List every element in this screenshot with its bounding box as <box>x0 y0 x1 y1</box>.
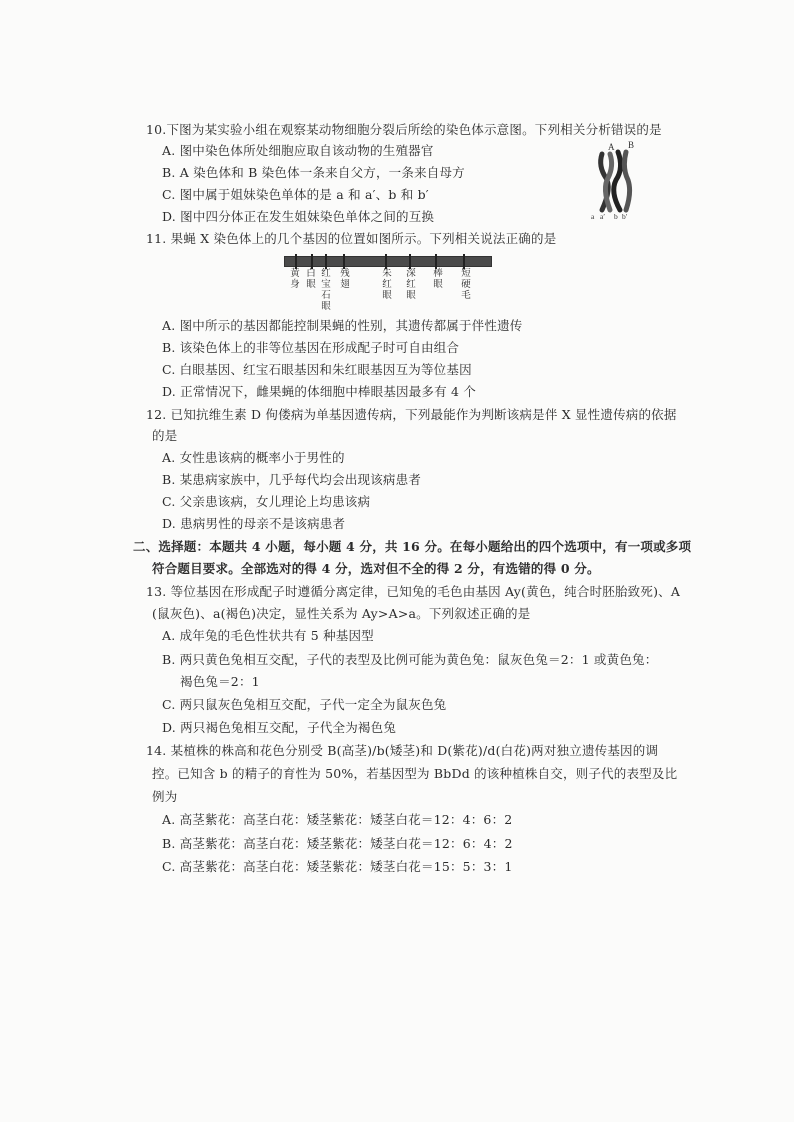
q10-option-b: B. A 染色体和 B 染色体一条来自父方，一条来自母方 <box>162 165 465 180</box>
q13-option-b-line2: 褐色兔＝2：1 <box>180 674 260 689</box>
gene-label-bar-eye: 棒眼 <box>433 268 443 290</box>
q11-option-a: A. 图中所示的基因都能控制果蝇的性别，其遗传都属于伴性遗传 <box>162 318 523 333</box>
q11-option-b: B. 该染色体上的非等位基因在形成配子时可自由组合 <box>162 340 460 355</box>
fig-label-b: b <box>614 212 618 220</box>
q13-option-c: C. 两只鼠灰色兔相互交配，子代一定全为鼠灰色兔 <box>162 697 447 712</box>
q12-stem-line1: 12. 已知抗维生素 D 佝偻病为单基因遗传病，下列最能作为判断该病是伴 X 显性遗传病的依据 <box>146 407 677 422</box>
q14-option-a: A. 高茎紫花：高茎白花：矮茎紫花：矮茎白花＝12：4：6：2 <box>162 812 513 827</box>
gene-label-short-bristle: 短硬毛 <box>461 268 471 301</box>
q13-option-a: A. 成年兔的毛色性状共有 5 种基因型 <box>162 628 374 643</box>
fig-label-b-prime: b′ <box>622 212 628 220</box>
q11-option-c: C. 白眼基因、红宝石眼基因和朱红眼基因互为等位基因 <box>162 362 472 377</box>
gene-label-ruby-eye: 红宝石眼 <box>321 268 331 312</box>
q11-stem: 11. 果蝇 X 染色体上的几个基因的位置如图所示。下列相关说法正确的是 <box>146 231 557 246</box>
q10-option-d: D. 图中四分体正在发生姐妹染色单体之间的互换 <box>162 209 435 224</box>
q13-stem-line1: 13. 等位基因在形成配子时遵循分离定律，已知兔的毛色由基因 Ay(黄色，纯合时胚胎致死)、A <box>146 584 681 599</box>
q12-option-c: C. 父亲患该病，女儿理论上均患该病 <box>162 494 371 509</box>
fig-label-a-prime: a′ <box>600 212 605 220</box>
q14-stem-line2: 控。已知含 b 的精子的育性为 50%，若基因型为 BbDd 的该种植株自交，则子代的表型及比 <box>152 766 678 781</box>
q12-stem-line2: 的是 <box>152 428 178 443</box>
q14-stem-line1: 14. 某植株的株高和花色分别受 B(高茎)/b(矮茎)和 D(紫花)/d(白花)两对独立遗传基因的调 <box>146 743 659 758</box>
q13-option-d: D. 两只褐色兔相互交配，子代全为褐色兔 <box>162 720 397 735</box>
gene-label-vestigial-wing: 残翅 <box>340 268 350 290</box>
q13-option-b-line1: B. 两只黄色兔相互交配，子代的表型及比例可能为黄色兔：鼠灰色兔＝2：1 或黄色兔： <box>162 652 658 667</box>
q14-stem-line3: 例为 <box>152 789 178 804</box>
gene-label-white-eye: 白眼 <box>306 268 316 290</box>
fig-label-a-top: A <box>608 142 615 152</box>
gene-label-yellow-body: 黄身 <box>290 268 300 290</box>
gene-label-vermilion-eye: 朱红眼 <box>382 268 392 301</box>
section2-instructions-line1: 二、选择题：本题共 4 小题，每小题 4 分，共 16 分。在每小题给出的四个选项中，有一项或多项 <box>133 539 692 554</box>
q10-stem: 10.下图为某实验小组在观察某动物细胞分裂后所绘的染色体示意图。下列相关分析错误的是 <box>146 122 662 137</box>
gene-label-deep-red-eye: 深红眼 <box>406 268 416 301</box>
q12-option-d: D. 患病男性的母亲不是该病患者 <box>162 516 346 531</box>
q13-stem-line2: (鼠灰色)、a(褐色)决定，显性关系为 Ay>A>a。下列叙述正确的是 <box>152 606 531 621</box>
q12-option-b: B. 某患病家族中，几乎每代均会出现该病患者 <box>162 472 422 487</box>
q14-option-b: B. 高茎紫花：高茎白花：矮茎紫花：矮茎白花＝12：6：4：2 <box>162 836 513 851</box>
fig-label-b-top: B <box>628 140 634 150</box>
q10-option-a: A. 图中染色体所处细胞应取自该动物的生殖器官 <box>162 143 434 158</box>
q11-option-d: D. 正常情况下，雌果蝇的体细胞中棒眼基因最多有 4 个 <box>162 384 477 399</box>
section2-instructions-line2: 符合题目要求。全部选对的得 4 分，选对但不全的得 2 分，有选错的得 0 分。 <box>152 561 600 576</box>
q10-option-c: C. 图中属于姐妹染色单体的是 a 和 a′、b 和 b′ <box>162 187 429 202</box>
q12-option-a: A. 女性患该病的概率小于男性的 <box>162 450 345 465</box>
fig-label-a: a <box>591 212 595 220</box>
chromosome-tetrad-figure <box>588 140 634 220</box>
x-chromosome-bar <box>284 256 492 267</box>
q14-option-c: C. 高茎紫花：高茎白花：矮茎紫花：矮茎白花＝15：5：3：1 <box>162 859 513 874</box>
